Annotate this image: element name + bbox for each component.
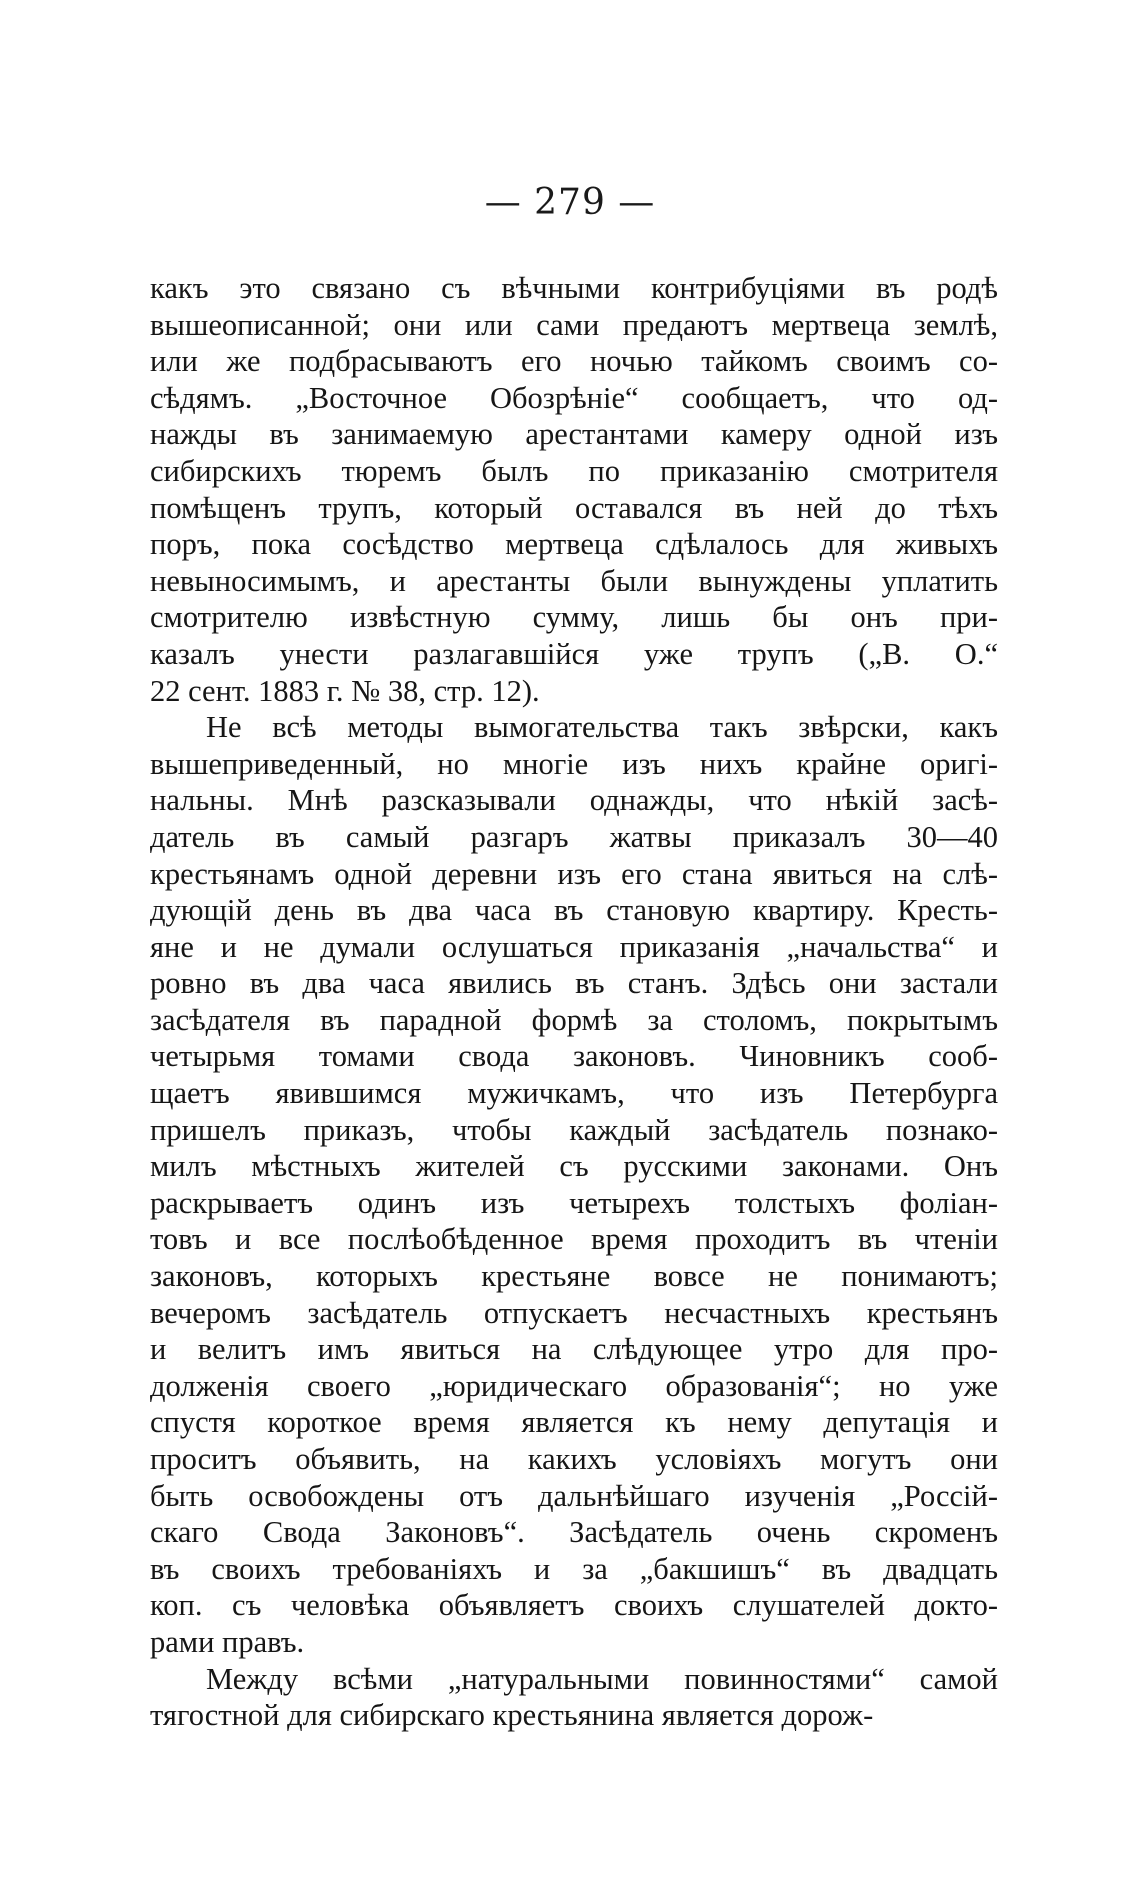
page-number: — 279 —	[484, 182, 656, 223]
text-line: яне и не думали ослушаться приказанія „начальства“ и	[150, 929, 998, 964]
text-line: вышеприведенный, но многіе изъ нихъ крайне оригі-	[150, 746, 998, 781]
text-line: дующій день въ два часа въ становую квартиру. Кресть-	[150, 893, 998, 928]
text-line: сибирскихъ тюремъ былъ по приказанію смотрителя	[150, 453, 998, 488]
text-line: проситъ объявить, на какихъ условіяхъ могутъ они	[150, 1442, 998, 1476]
text-line: поръ, пока сосѣдство мертвеца сдѣлалось для живыхъ	[150, 527, 998, 562]
text-line: смотрителю извѣстную сумму, лишь бы онъ при-	[150, 600, 998, 635]
text-line: и велитъ имъ явиться на слѣдующее утро для про-	[150, 1332, 998, 1367]
text-line: раскрываетъ одинъ изъ четырехъ толстыхъ фоліан-	[150, 1185, 998, 1220]
text-line: сѣдямъ. „Восточное Обозрѣніе“ сообщаетъ, что од-	[150, 380, 998, 415]
text-line: товъ и все послѣобѣденное время проходитъ въ чтеніи	[150, 1222, 998, 1257]
text-line: ровно въ два часа явились въ станъ. Здѣсь они застали	[150, 966, 998, 1001]
paragraph	[150, 1661, 998, 1734]
body-text	[150, 270, 998, 1734]
text-line: 22 сент. 1883 г. № 38, стр. 12).	[150, 673, 540, 708]
text-line: тягостной для сибирскаго крестьянина является дорож-	[150, 1698, 874, 1733]
text-line: нальны. Мнѣ разсказывали однажды, что нѣкій засѣ-	[150, 783, 998, 818]
text-line: нажды въ занимаемую арестантами камеру одной изъ	[150, 417, 998, 452]
text-line: казалъ унести разлагавшійся уже трупъ („В. О.“	[150, 636, 998, 671]
text-line: въ своихъ требованіяхъ и за „бакшишъ“ въ двадцать	[150, 1551, 998, 1586]
text-line: или же подбрасываютъ его ночью тайкомъ своимъ со-	[150, 344, 998, 379]
text-line: датель въ самый разгаръ жатвы приказалъ 30—40	[150, 819, 998, 854]
text-line: четырьмя томами свода законовъ. Чиновникъ сооб-	[150, 1039, 998, 1074]
paragraph	[150, 709, 998, 1660]
text-line: спустя короткое время является къ нему депутація и	[150, 1405, 998, 1440]
text-line: долженія своего „юридическаго образованія“; но уже	[150, 1368, 998, 1403]
text-line: коп. съ человѣка объявляетъ своихъ слушателей докто-	[150, 1588, 998, 1623]
paragraph	[150, 270, 998, 709]
text-line: быть освобождены отъ дальнѣйшаго изученія „Россій-	[150, 1478, 998, 1513]
text-line: рами правъ.	[150, 1624, 305, 1659]
text-line: вышеописанной; они или сами предаютъ мертвеца землѣ,	[150, 307, 998, 342]
text-line: Между всѣми „натуральными повинностями“ самой	[206, 1661, 998, 1696]
text-line: помѣщенъ трупъ, который оставался въ ней до тѣхъ	[150, 490, 998, 525]
text-line: пришелъ приказъ, чтобы каждый засѣдатель познако-	[150, 1112, 998, 1147]
text-line: какъ это связано съ вѣчными контрибуціями въ родѣ	[150, 271, 998, 305]
text-line: невыносимымъ, и арестанты были вынуждены уплатить	[150, 563, 998, 598]
text-line: законовъ, которыхъ крестьяне вовсе не понимаютъ;	[150, 1259, 998, 1294]
text-line: щаетъ явившимся мужичкамъ, что изъ Петербурга	[150, 1076, 998, 1111]
text-line: Не всѣ методы вымогательства такъ звѣрски, какъ	[206, 710, 998, 745]
text-line: крестьянамъ одной деревни изъ его стана явиться на слѣ-	[150, 856, 998, 891]
text-line: вечеромъ засѣдатель отпускаетъ несчастныхъ крестьянъ	[150, 1295, 998, 1330]
text-line: скаго Свода Законовъ“. Засѣдатель очень скроменъ	[150, 1515, 998, 1550]
text-line: засѣдателя въ парадной формѣ за столомъ, покрытымъ	[150, 1002, 998, 1037]
text-line: милъ мѣстныхъ жителей съ русскими законами. Онъ	[150, 1149, 998, 1184]
